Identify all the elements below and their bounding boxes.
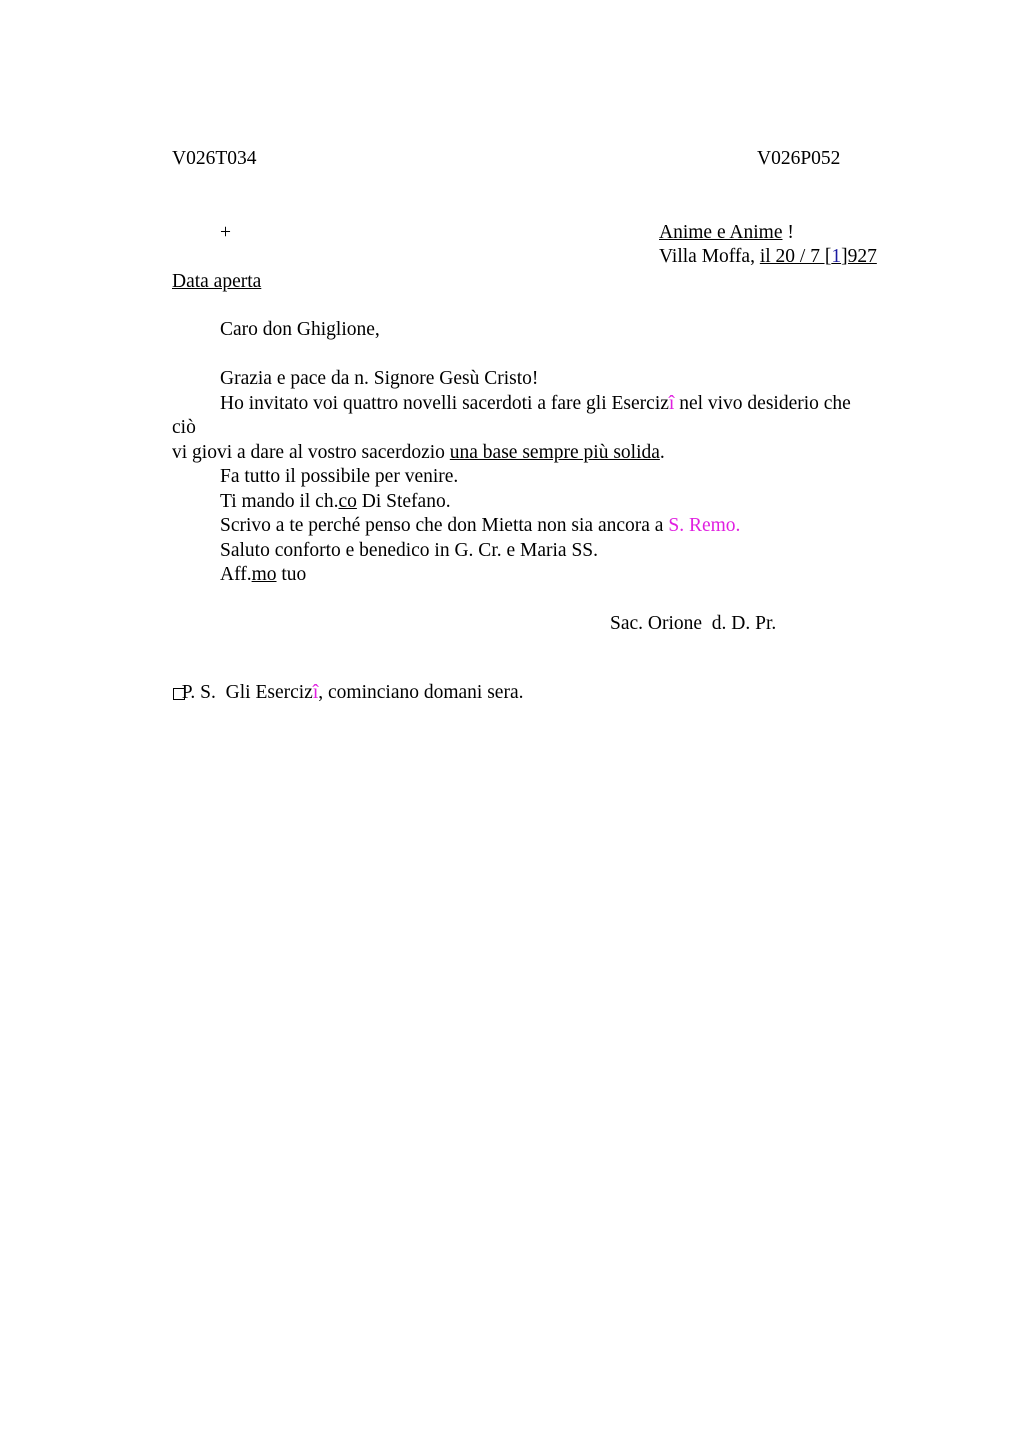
- place-text: Villa Moffa,: [659, 246, 760, 267]
- letter-line-2-tail: nel vivo desiderio che: [674, 393, 851, 414]
- document-code-left: V026T034: [172, 148, 257, 169]
- signature: Sac. Orione d. D. Pr.: [610, 613, 777, 634]
- letter-line-7: Scrivo a te perché penso che don Mietta non sia ancora a S. Remo.: [220, 515, 741, 536]
- letter-line-2-text: Ho invitato voi quattro novelli sacerdoti a fare gli Eserciz: [220, 393, 669, 414]
- place-name-highlight: S. Remo: [668, 515, 736, 536]
- motto-exclamation: !: [782, 222, 794, 243]
- placeholder-box-icon: [173, 688, 185, 700]
- cross-symbol: +: [220, 222, 231, 243]
- letter-line-8: Saluto conforto e benedico in G. Cr. e Maria SS.: [220, 540, 599, 561]
- letter-line-6: Ti mando il ch.co Di Stefano.: [220, 491, 451, 512]
- postscript: P. S. Gli Esercizî, cominciano domani sera.: [181, 681, 524, 703]
- letter-line-1: Grazia e pace da n. Signore Gesù Cristo!: [220, 368, 539, 389]
- letter-closing: Aff.mo tuo: [220, 564, 307, 585]
- letter-line-4: vi giovi a dare al vostro sacerdozio una base sempre più solida.: [172, 442, 665, 463]
- underlined-phrase: una base sempre più solida: [449, 442, 660, 463]
- motto-text: Anime e Anime: [659, 222, 783, 243]
- motto-line: [659, 223, 794, 243]
- letter-line-3: ciò: [172, 417, 196, 438]
- letter-line-5: Fa tutto il possibile per venire.: [220, 466, 459, 487]
- date-text: il 20 / 7 [1]927: [759, 246, 877, 267]
- place-date-line: [659, 247, 877, 267]
- accent-mark: î: [668, 393, 675, 414]
- letter-line-2: [220, 394, 851, 414]
- data-aperta-note: Data aperta: [172, 271, 262, 292]
- salutation: Caro don Ghiglione,: [220, 319, 380, 340]
- document-code-right: V026P052: [757, 148, 841, 169]
